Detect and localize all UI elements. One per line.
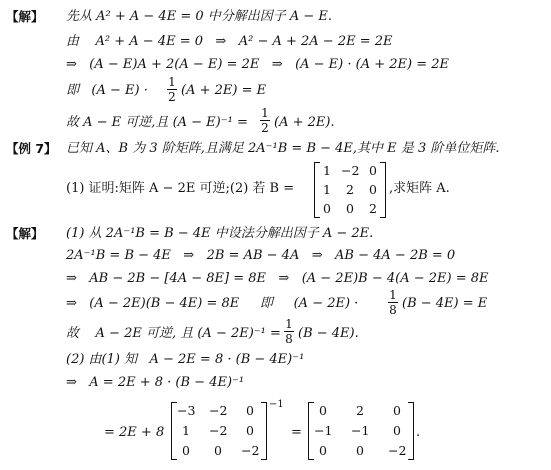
matrix-entry: 2 [346,182,354,197]
fraction-numerator: 1 [389,288,397,302]
solution-1-line-1: 先从 A² + A − 4E = 0 中分解出因子 A − E. [66,9,333,24]
matrix-entry: 1 [182,423,190,438]
matrix-entry: −2 [209,423,228,438]
matrix-entry: −1 [351,423,370,438]
matrix-b-minus-4e [171,402,267,460]
solution-2-line-7: ⇒ A = 2E + 8 · (B − 4E)⁻¹ [66,375,245,390]
solution-2-line-6: (2) 由(1) 知 A − 2E = 8 · (B − 4E)⁻¹ [66,352,305,367]
matrix-entry: 0 [319,403,327,418]
solution-1-line-5a: 故 A − E 可逆,且 (A − E)⁻¹ = [66,115,248,130]
solution-2-line-3: ⇒ AB − 2B − [4A − 8E] = 8E ⇒ (A − 2E)B − 4(A − 2E) = 8E [66,271,489,286]
matrix-entry: −2 [341,163,360,178]
inverse-exponent: −1 [269,399,284,410]
example-7-question-b: ,求矩阵 A. [389,181,450,196]
matrix-a-result [308,402,414,460]
fraction-denominator: 8 [389,303,397,317]
matrix-entry: 2 [369,201,377,216]
solution-2-line-2: 2A⁻¹B = B − 4E ⇒ 2B = AB − 4A ⇒ AB − 4A − 2B = 0 [66,248,456,263]
matrix-entry: 0 [214,443,222,458]
fraction-numerator: 1 [168,75,176,89]
matrix-entry: 0 [393,403,401,418]
matrix-entry: 0 [246,403,254,418]
fraction-denominator: 2 [261,121,269,135]
solution-2-line-4b: (B − 4E) = E [402,296,488,311]
fraction-numerator: 1 [261,106,269,120]
solution-2-line-8: = 2E + 8 [104,425,165,440]
solution-2-line-5b: (B − 4E). [298,326,359,341]
fraction-one-eighth-2 [284,318,294,345]
matrix-entry: −2 [388,443,407,458]
fraction-one-half-2 [260,107,270,134]
example-7-question-a: (1) 证明:矩阵 A − 2E 可逆;(2) 若 B = [66,181,295,196]
fraction-numerator: 1 [285,317,293,331]
solution-2-line-4a: ⇒ (A − 2E)(B − 4E) = 8E 即 (A − 2E) · [66,296,359,311]
equals-sign: = [291,425,302,440]
matrix-bracket-right [261,402,267,460]
matrix-bracket-right [408,402,414,460]
fraction-denominator: 8 [285,332,293,346]
matrix-entry: −2 [241,443,260,458]
matrix-entry: 0 [393,423,401,438]
solution-1-line-3: ⇒ (A − E)A + 2(A − E) = 2E ⇒ (A − E) · (A + 2E) = 2E [66,57,450,72]
matrix-entry: 0 [323,201,331,216]
solve-label: 【解】 [6,9,44,24]
solution-1-line-4a: 即 (A − E) · [66,83,148,98]
solution-2-line-5a: 故 A − 2E 可逆, 且 (A − 2E)⁻¹ = [66,326,281,341]
matrix-entry: −2 [209,403,228,418]
matrix-entry: 0 [369,182,377,197]
matrix-b [314,162,386,218]
solution-2-line-1: (1) 从 2A⁻¹B = B − 4E 中设法分解出因子 A − 2E. [66,226,374,241]
matrix-entry: 0 [346,201,354,216]
period: . [416,425,421,440]
fraction-one-half [167,76,177,103]
matrix-entry: 0 [356,443,364,458]
matrix-entry: 1 [323,182,331,197]
fraction-denominator: 2 [168,90,176,104]
matrix-entry: 0 [182,443,190,458]
matrix-entry: 0 [369,163,377,178]
matrix-entry: 0 [319,443,327,458]
matrix-entry: 1 [323,163,331,178]
matrix-entry: −3 [177,403,196,418]
solve-label: 【解】 [6,226,44,241]
solution-1-line-5b: (A + 2E). [274,115,335,130]
matrix-entry: 0 [246,423,254,438]
matrix-entry: −1 [314,423,333,438]
example-label: 【例 7】 [6,141,57,156]
fraction-one-eighth [388,289,398,316]
solution-1-line-4b: (A + 2E) = E [181,83,267,98]
example-7-statement: 已知 A、B 为 3 阶矩阵,且满足 2A⁻¹B = B − 4E,其中 E 是 3 阶单位矩阵. [66,141,500,156]
matrix-entry: 2 [356,403,364,418]
solution-1-line-2: 由 A² + A − 4E = 0 ⇒ A² − A + 2A − 2E = 2E [66,34,393,49]
